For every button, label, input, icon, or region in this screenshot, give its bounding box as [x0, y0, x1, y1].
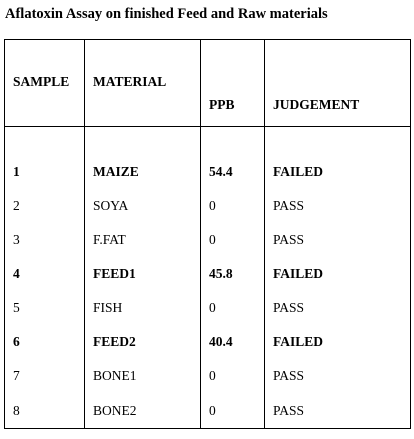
material-cell: BONE1 — [85, 359, 201, 393]
judgement-cell: FAILED — [265, 257, 411, 291]
header-ppb-label: PPB — [209, 97, 235, 112]
table-row — [5, 359, 411, 393]
ppb-cell: 0 — [201, 393, 265, 429]
header-material — [85, 40, 201, 127]
ppb-cell: 45.8 — [201, 257, 265, 291]
material-cell: SOYA — [85, 189, 201, 223]
header-judgement-label: JUDGEMENT — [273, 97, 360, 112]
material-cell: FISH — [85, 291, 201, 325]
table-row — [5, 325, 411, 359]
sample-cell: 4 — [5, 257, 85, 291]
sample-cell: 3 — [5, 223, 85, 257]
judgement-cell: FAILED — [265, 325, 411, 359]
aflatoxin-assay-table — [4, 39, 411, 429]
header-sample — [5, 40, 85, 127]
sample-cell: 6 — [5, 325, 85, 359]
material-cell: F.FAT — [85, 223, 201, 257]
sample-cell: 8 — [5, 393, 85, 429]
table-row — [5, 291, 411, 325]
judgement-cell: PASS — [265, 223, 411, 257]
document-title: Aflatoxin Assay on finished Feed and Raw materials — [5, 6, 328, 22]
ppb-cell: 0 — [201, 223, 265, 257]
sample-cell: 1 — [5, 127, 85, 190]
sample-cell: 5 — [5, 291, 85, 325]
ppb-cell: 40.4 — [201, 325, 265, 359]
judgement-cell: PASS — [265, 359, 411, 393]
material-cell: FEED2 — [85, 325, 201, 359]
table-row — [5, 393, 411, 429]
judgement-cell: FAILED — [265, 127, 411, 190]
ppb-cell: 0 — [201, 359, 265, 393]
table-row — [5, 223, 411, 257]
header-ppb — [201, 40, 265, 127]
table-header-row — [5, 40, 411, 127]
judgement-cell: PASS — [265, 189, 411, 223]
ppb-cell: 0 — [201, 189, 265, 223]
table-row — [5, 189, 411, 223]
sample-cell: 7 — [5, 359, 85, 393]
judgement-cell: PASS — [265, 393, 411, 429]
ppb-cell: 54.4 — [201, 127, 265, 190]
sample-cell: 2 — [5, 189, 85, 223]
header-judgement — [265, 40, 411, 127]
table-row — [5, 127, 411, 190]
ppb-cell: 0 — [201, 291, 265, 325]
material-cell: FEED1 — [85, 257, 201, 291]
material-cell: MAIZE — [85, 127, 201, 190]
table-row — [5, 257, 411, 291]
judgement-cell: PASS — [265, 291, 411, 325]
header-sample-label: SAMPLE — [13, 74, 70, 89]
header-material-label: MATERIAL — [93, 74, 167, 89]
material-cell: BONE2 — [85, 393, 201, 429]
